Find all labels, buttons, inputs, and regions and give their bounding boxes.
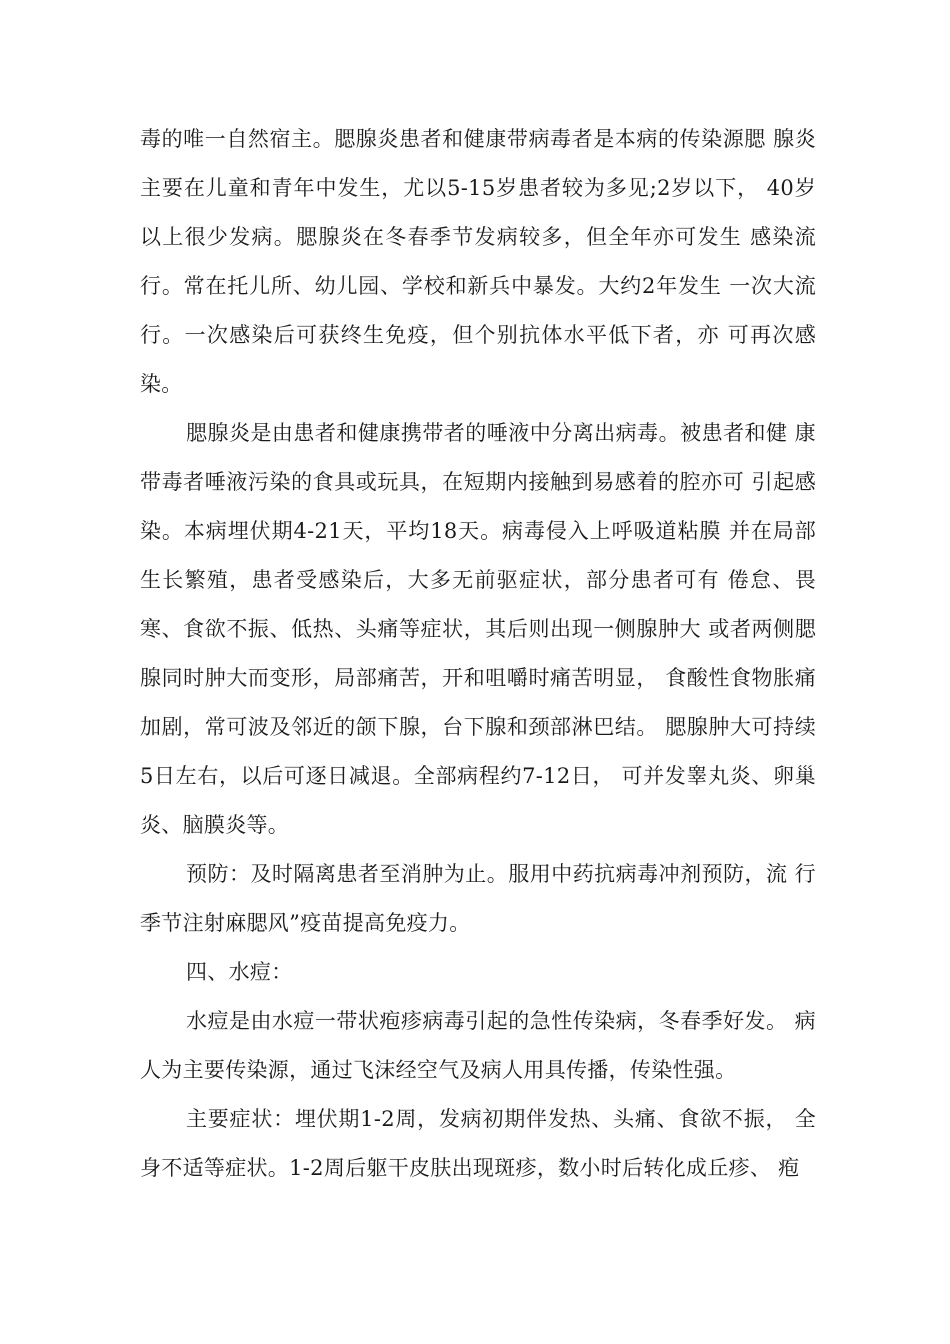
paragraph-mumps-epidemiology: 毒的唯一自然宿主。腮腺炎患者和健康带病毒者是本病的传染源腮 腺炎主要在儿童和青年中发生，尤以5-15岁患者较为多见;2岁以下， 40岁以上很少发病。腮腺炎在冬春季节发病较多，但全年亦可发生 感染流行。常在托儿所、幼儿园、学校和新兵中暴发。大约2年发生 一次大流行。一次感染后可获终生免疫，但个别抗体水平低下者，亦 可再次感染。 [140,127,816,396]
paragraph-mumps-prevention: 预防：及时隔离患者至消肿为止。服用中药抗病毒冲剂预防，流 行季节注射麻腮风”疫苗提高免疫力。 [140,862,816,935]
paragraph-chickenpox-symptoms: 主要症状：埋伏期1-2周，发病初期伴发热、头痛、食欲不振， 全身不适等症状。1-2周后躯干皮肤出现斑疹，数小时后转化成丘疹、 疱 [140,1107,816,1180]
paragraph-mumps-transmission: 腮腺炎是由患者和健康携带者的唾液中分离出病毒。被患者和健 康带毒者唾液污染的食具或玩具，在短期内接触到易感着的腔亦可 引起感染。本病埋伏期4-21天，平均18天。病毒侵入上呼吸道粘膜 并在局部生长繁殖，患者受感染后，大多无前驱症状，部分患者可有 倦怠、畏寒、食欲不振、低热、头痛等症状，其后则出现一侧腺肿大 或者两侧腮腺同时肿大而变形，局部痛苦，开和咀嚼时痛苦明显， 食酸性食物胀痛加剧，常可波及邻近的颌下腺，台下腺和颈部淋巴结。 腮腺肿大可持续5日左右，以后可逐日减退。全部病程约7-12日， 可并发睾丸炎、卵巢炎、脑膜炎等。 [140,421,816,837]
paragraph-chickenpox-intro: 水痘是由水痘一带状疱疹病毒引起的急性传染病，冬春季好发。 病人为主要传染源，通过飞沫经空气及病人用具传播，传染性强。 [140,1009,816,1082]
document-body [140,115,816,1193]
section-heading-chickenpox: 四、水痘： [186,960,293,984]
